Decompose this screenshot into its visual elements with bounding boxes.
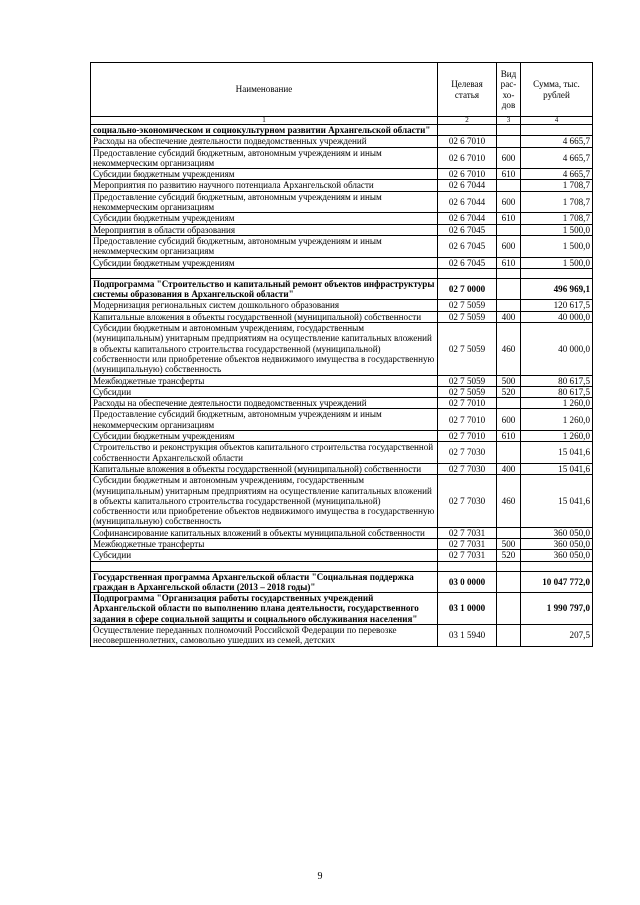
table-row xyxy=(91,475,593,527)
target-article-cell: 02 6 7045 xyxy=(438,235,497,257)
table-row xyxy=(91,147,593,169)
column-number-3: 3 xyxy=(497,117,521,125)
target-article-cell: 02 7 7030 xyxy=(438,442,497,464)
sum-cell: 40 000,0 xyxy=(521,323,593,375)
name-cell: Межбюджетные трансферты xyxy=(91,375,438,386)
table-row xyxy=(91,550,593,561)
target-article-cell: 03 1 5940 xyxy=(438,625,497,647)
table-row xyxy=(91,323,593,375)
sum-cell: 4 665,7 xyxy=(521,169,593,180)
target-article-cell: 02 7 7030 xyxy=(438,475,497,527)
table-row xyxy=(91,235,593,257)
table-row xyxy=(91,463,593,474)
table-spacer-row xyxy=(91,268,593,278)
table-row xyxy=(91,136,593,147)
sum-cell: 1 260,0 xyxy=(521,398,593,409)
spacer-cell xyxy=(521,561,593,571)
spacer-cell xyxy=(497,561,521,571)
name-cell: Осуществление переданных полномочий Российской Федерации по перевозке несовершеннолетних, самовольно ушедших из семей, детских xyxy=(91,625,438,647)
expense-type-cell xyxy=(497,625,521,647)
target-article-cell: 02 6 7044 xyxy=(438,191,497,213)
expense-type-cell: 610 xyxy=(497,431,521,442)
name-cell: Субсидии бюджетным учреждениям xyxy=(91,257,438,268)
table-row xyxy=(91,278,593,300)
name-cell: Межбюджетные трансферты xyxy=(91,538,438,549)
sum-cell: 360 050,0 xyxy=(521,550,593,561)
table-header-row xyxy=(91,63,593,117)
target-article-cell: 02 6 7010 xyxy=(438,169,497,180)
table-row xyxy=(91,375,593,386)
sum-cell: 1 990 797,0 xyxy=(521,593,593,625)
name-cell: социально-экономическом и социокультурном развитии Архангельской области" xyxy=(91,125,438,136)
expense-type-cell: 500 xyxy=(497,538,521,549)
target-article-cell xyxy=(438,125,497,136)
target-article-cell: 02 7 5059 xyxy=(438,323,497,375)
expense-type-cell: 600 xyxy=(497,191,521,213)
target-article-cell: 02 7 7031 xyxy=(438,527,497,538)
name-cell: Субсидии бюджетным и автономным учреждениям, государственным (муниципальным) унитарным предприятиям на осуществление капитальных вложений в объекты капитального строительства государственной (муниципальной) собственности или приобретение объектов недвижимого имущества в государственную (муниципальную) собственность xyxy=(91,475,438,527)
name-cell: Мероприятия в области образования xyxy=(91,224,438,235)
expense-type-cell: 520 xyxy=(497,386,521,397)
expense-type-cell xyxy=(497,442,521,464)
sum-cell xyxy=(521,125,593,136)
sum-cell: 1 500,0 xyxy=(521,224,593,235)
target-article-cell: 02 7 7030 xyxy=(438,463,497,474)
table-row xyxy=(91,625,593,647)
table-row xyxy=(91,213,593,224)
name-cell: Субсидии xyxy=(91,550,438,561)
table-row xyxy=(91,125,593,136)
budget-table xyxy=(90,62,593,647)
name-cell: Подпрограмма "Организация работы государственных учреждений Архангельской области по выполнению плана деятельности, государственного задания в сфере социальной защиты и социального обслуживания населения" xyxy=(91,593,438,625)
table-row xyxy=(91,571,593,593)
sum-cell: 1 708,7 xyxy=(521,213,593,224)
target-article-cell: 02 6 7010 xyxy=(438,136,497,147)
target-article-cell: 02 7 7010 xyxy=(438,409,497,431)
expense-type-cell xyxy=(497,224,521,235)
target-article-cell: 02 7 5059 xyxy=(438,300,497,311)
name-cell: Расходы на обеспечение деятельности подведомственных учреждений xyxy=(91,398,438,409)
table-row xyxy=(91,409,593,431)
header-sum: Сумма, тыс. рублей xyxy=(521,63,593,117)
spacer-cell xyxy=(521,268,593,278)
target-article-cell: 02 6 7045 xyxy=(438,257,497,268)
sum-cell: 1 260,0 xyxy=(521,431,593,442)
target-article-cell: 02 7 5059 xyxy=(438,311,497,322)
sum-cell: 1 260,0 xyxy=(521,409,593,431)
expense-type-cell: 400 xyxy=(497,463,521,474)
expense-type-cell xyxy=(497,180,521,191)
expense-type-cell xyxy=(497,136,521,147)
name-cell: Субсидии бюджетным и автономным учреждениям, государственным (муниципальным) унитарным предприятиям на осуществление капитальных вложений в объекты капитального строительства государственной (муниципальной) собственности или приобретение объектов недвижимого имущества в государственную (муниципальную) собственность xyxy=(91,323,438,375)
page-number: 9 xyxy=(317,871,323,882)
expense-type-cell: 610 xyxy=(497,257,521,268)
table-row xyxy=(91,593,593,625)
sum-cell: 4 665,7 xyxy=(521,136,593,147)
spacer-cell xyxy=(91,561,438,571)
name-cell: Субсидии бюджетным учреждениям xyxy=(91,169,438,180)
target-article-cell: 02 6 7045 xyxy=(438,224,497,235)
table-row xyxy=(91,311,593,322)
sum-cell: 207,5 xyxy=(521,625,593,647)
table-row xyxy=(91,224,593,235)
spacer-cell xyxy=(438,561,497,571)
column-number-4: 4 xyxy=(521,117,593,125)
table-row xyxy=(91,538,593,549)
table-row xyxy=(91,180,593,191)
spacer-cell xyxy=(497,268,521,278)
expense-type-cell xyxy=(497,527,521,538)
expense-type-cell: 610 xyxy=(497,169,521,180)
expense-type-cell: 400 xyxy=(497,311,521,322)
target-article-cell: 02 7 5059 xyxy=(438,386,497,397)
target-article-cell: 02 7 7031 xyxy=(438,538,497,549)
name-cell: Предоставление субсидий бюджетным, автономным учреждениям и иным некоммерческим организациям xyxy=(91,409,438,431)
target-article-cell: 02 6 7044 xyxy=(438,180,497,191)
table-row xyxy=(91,386,593,397)
table-row xyxy=(91,398,593,409)
expense-type-cell xyxy=(497,593,521,625)
column-number-1: 1 xyxy=(91,117,438,125)
expense-type-cell xyxy=(497,300,521,311)
expense-type-cell: 500 xyxy=(497,375,521,386)
table-row xyxy=(91,431,593,442)
sum-cell: 4 665,7 xyxy=(521,147,593,169)
sum-cell: 80 617,5 xyxy=(521,386,593,397)
sum-cell: 360 050,0 xyxy=(521,538,593,549)
table-row xyxy=(91,300,593,311)
expense-type-cell: 460 xyxy=(497,323,521,375)
target-article-cell: 02 7 7010 xyxy=(438,431,497,442)
target-article-cell: 03 0 0000 xyxy=(438,571,497,593)
budget-table-body xyxy=(91,63,593,647)
expense-type-cell: 610 xyxy=(497,213,521,224)
target-article-cell: 02 7 7031 xyxy=(438,550,497,561)
spacer-cell xyxy=(438,268,497,278)
expense-type-cell xyxy=(497,398,521,409)
target-article-cell: 02 7 0000 xyxy=(438,278,497,300)
table-row xyxy=(91,257,593,268)
table-row xyxy=(91,169,593,180)
expense-type-cell: 600 xyxy=(497,147,521,169)
header-code: Целевая статья xyxy=(438,63,497,117)
expense-type-cell xyxy=(497,278,521,300)
name-cell: Расходы на обеспечение деятельности подведомственных учреждений xyxy=(91,136,438,147)
target-article-cell: 02 6 7010 xyxy=(438,147,497,169)
name-cell: Субсидии бюджетным учреждениям xyxy=(91,431,438,442)
name-cell: Субсидии xyxy=(91,386,438,397)
target-article-cell: 03 1 0000 xyxy=(438,593,497,625)
sum-cell: 15 041,6 xyxy=(521,442,593,464)
sum-cell: 496 969,1 xyxy=(521,278,593,300)
name-cell: Модернизация региональных систем дошкольного образования xyxy=(91,300,438,311)
expense-type-cell: 600 xyxy=(497,235,521,257)
sum-cell: 1 708,7 xyxy=(521,191,593,213)
sum-cell: 15 041,6 xyxy=(521,475,593,527)
name-cell: Предоставление субсидий бюджетным, автономным учреждениям и иным некоммерческим организациям xyxy=(91,191,438,213)
target-article-cell: 02 7 7010 xyxy=(438,398,497,409)
expense-type-cell: 460 xyxy=(497,475,521,527)
table-column-numbers-row xyxy=(91,117,593,125)
name-cell: Строительство и реконструкция объектов капитального строительства государственной собственности Архангельской области xyxy=(91,442,438,464)
expense-type-cell xyxy=(497,571,521,593)
name-cell: Капитальные вложения в объекты государственной (муниципальной) собственности xyxy=(91,463,438,474)
sum-cell: 1 500,0 xyxy=(521,257,593,268)
table-row xyxy=(91,191,593,213)
header-name: Наименование xyxy=(91,63,438,117)
sum-cell: 1 708,7 xyxy=(521,180,593,191)
expense-type-cell: 520 xyxy=(497,550,521,561)
name-cell: Субсидии бюджетным учреждениям xyxy=(91,213,438,224)
expense-type-cell xyxy=(497,125,521,136)
name-cell: Предоставление субсидий бюджетным, автономным учреждениям и иным некоммерческим организациям xyxy=(91,235,438,257)
table-row xyxy=(91,527,593,538)
expense-type-cell: 600 xyxy=(497,409,521,431)
name-cell: Капитальные вложения в объекты государственной (муниципальной) собственности xyxy=(91,311,438,322)
sum-cell: 80 617,5 xyxy=(521,375,593,386)
name-cell: Софинансирование капитальных вложений в объекты муниципальной собственности xyxy=(91,527,438,538)
sum-cell: 360 050,0 xyxy=(521,527,593,538)
header-type: Вид рас-хо-дов xyxy=(497,63,521,117)
name-cell: Государственная программа Архангельской области "Социальная поддержка граждан в Архангельской области (2013 – 2018 годы)" xyxy=(91,571,438,593)
sum-cell: 1 500,0 xyxy=(521,235,593,257)
sum-cell: 120 617,5 xyxy=(521,300,593,311)
sum-cell: 10 047 772,0 xyxy=(521,571,593,593)
column-number-2: 2 xyxy=(438,117,497,125)
table-spacer-row xyxy=(91,561,593,571)
name-cell: Подпрограмма "Строительство и капитальный ремонт объектов инфраструктуры системы образования в Архангельской области" xyxy=(91,278,438,300)
name-cell: Предоставление субсидий бюджетным, автономным учреждениям и иным некоммерческим организациям xyxy=(91,147,438,169)
name-cell: Мероприятия по развитию научного потенциала Архангельской области xyxy=(91,180,438,191)
sum-cell: 15 041,6 xyxy=(521,463,593,474)
target-article-cell: 02 7 5059 xyxy=(438,375,497,386)
spacer-cell xyxy=(91,268,438,278)
table-row xyxy=(91,442,593,464)
sum-cell: 40 000,0 xyxy=(521,311,593,322)
target-article-cell: 02 6 7044 xyxy=(438,213,497,224)
